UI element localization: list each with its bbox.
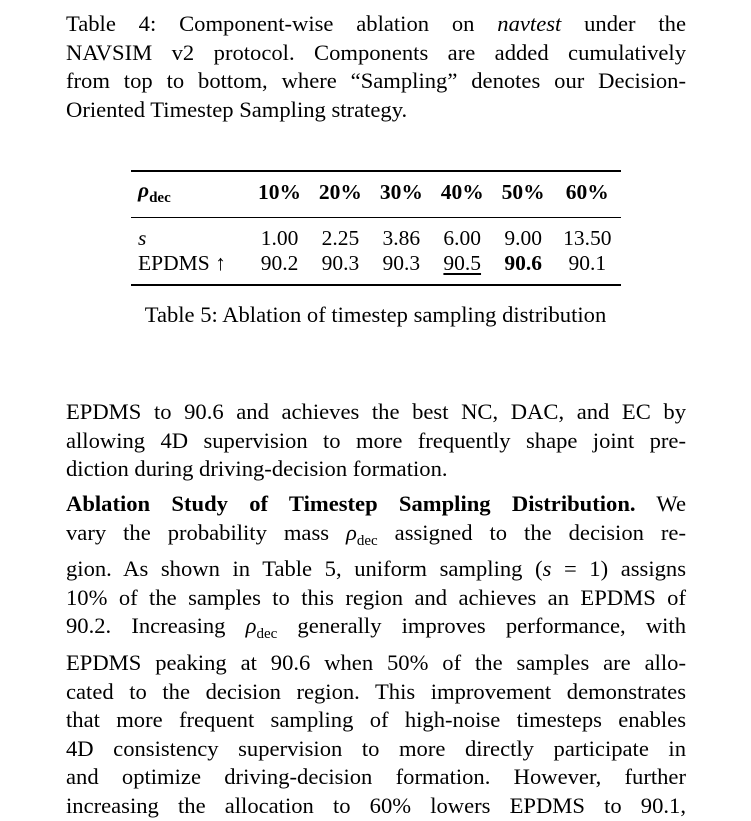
table-header-row bbox=[131, 171, 621, 218]
table-cell: 2.25 bbox=[321, 226, 360, 250]
table-cell: 13.50 bbox=[563, 226, 612, 250]
table-cell: 90.3 bbox=[382, 251, 421, 275]
paragraph-line: that more frequent sampling of high-noise timesteps enables bbox=[66, 707, 686, 733]
table-cell: 90.1 bbox=[568, 251, 607, 275]
row-label: EPDMS ↑ bbox=[138, 251, 226, 275]
table-cell: 3.86 bbox=[382, 226, 421, 250]
paragraph-line: Ablation Study of Timestep Sampling Distribution. We bbox=[66, 491, 686, 516]
paragraph-heading: Ablation Study of Timestep Sampling Distribution. bbox=[66, 491, 636, 516]
column-header: 60% bbox=[565, 180, 609, 204]
caption-line: Table 4: Component-wise ablation on navtest under the bbox=[66, 11, 686, 36]
paragraph-line: vary the probability mass $\rho_{dec}$ assigned to the decision re- bbox=[66, 519, 686, 549]
column-header: 10% bbox=[258, 180, 301, 204]
table-cell: 90.2 bbox=[260, 251, 299, 275]
column-header: 50% bbox=[501, 180, 545, 204]
paragraph-line: gion. As shown in Table 5, uniform sampling (s = 1) assigns bbox=[66, 556, 687, 582]
column-header: 20% bbox=[318, 180, 362, 204]
caption-line: from top to bottom, where “Sampling” denotes our Decision- bbox=[66, 68, 686, 94]
caption-line: Oriented Timestep Sampling strategy. bbox=[66, 96, 408, 122]
paragraph-line: 4D consistency supervision to more directly participate in bbox=[66, 735, 686, 761]
paragraph-line: 90.2. Increasing $\rho_{dec}$ generally improves performance, with bbox=[66, 613, 687, 643]
paragraph-line: EPDMS to 90.6 and achieves the best NC, DAC, and EC by bbox=[66, 399, 686, 424]
paragraph-line: cated to the decision region. This improvement demonstrates bbox=[66, 678, 686, 704]
rho-dec-header: $\rho_{dec}$ bbox=[138, 178, 171, 206]
second-best-value: 90.5 bbox=[443, 251, 482, 275]
paragraph-line: and optimize driving-decision formation. However, further bbox=[66, 764, 686, 790]
paragraph-line: EPDMS peaking at 90.6 when 50% of the samples are allo- bbox=[66, 649, 686, 675]
table-cell: 9.00 bbox=[504, 226, 542, 250]
body-paragraph bbox=[66, 398, 686, 484]
table5 bbox=[131, 170, 621, 286]
table-cell: 90.3 bbox=[321, 251, 360, 275]
table4-caption bbox=[66, 10, 686, 124]
ablation-paragraph bbox=[66, 490, 686, 821]
table-cell bbox=[432, 251, 493, 285]
table5-caption: Table 5: Ablation of timestep sampling distribution bbox=[144, 302, 607, 327]
table-row bbox=[131, 251, 621, 285]
table-cell: 6.00 bbox=[443, 226, 482, 250]
paragraph-line: diction during driving-decision formation. bbox=[66, 456, 448, 482]
best-value: 90.6 bbox=[504, 251, 542, 275]
column-header: 30% bbox=[379, 180, 423, 204]
paragraph-line: increasing the allocation to 60% lowers EPDMS to 90.1, bbox=[66, 792, 686, 818]
table-cell: 1.00 bbox=[260, 226, 299, 250]
column-header: 40% bbox=[440, 180, 484, 204]
caption-line: NAVSIM v2 protocol. Components are added cumulatively bbox=[66, 39, 686, 65]
table-row bbox=[131, 218, 621, 252]
paragraph-line: allowing 4D supervision to more frequently shape joint pre- bbox=[66, 427, 686, 453]
row-label: s bbox=[138, 226, 147, 250]
paragraph-line: 10% of the samples to this region and achieves an EPDMS of bbox=[66, 584, 686, 610]
